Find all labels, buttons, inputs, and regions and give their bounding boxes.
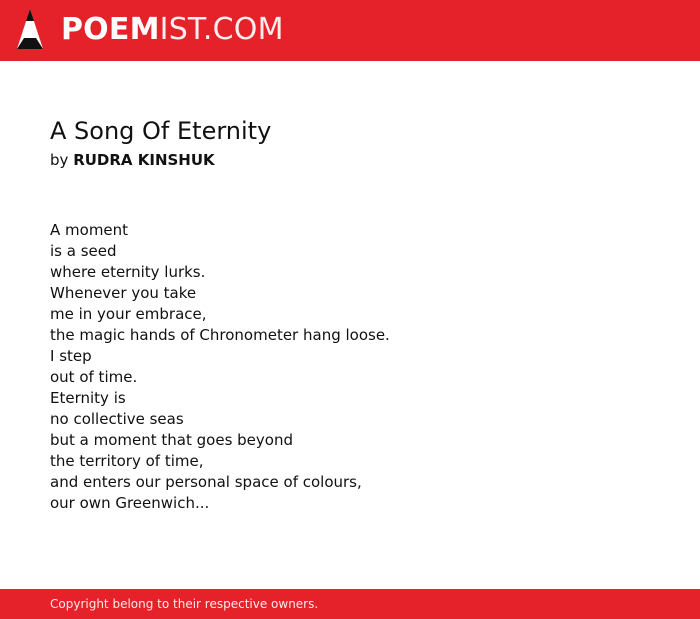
byline (50, 149, 670, 171)
poem-line: Eternity is (50, 389, 126, 407)
poem-content (50, 114, 670, 514)
pencil-icon (16, 8, 44, 52)
poem-line: out of time. (50, 368, 138, 386)
site-logo-text (61, 8, 284, 52)
poem-line: Whenever you take (50, 284, 197, 302)
by-label: by (50, 151, 69, 169)
poem-line: and enters our personal space of colours, (50, 473, 362, 491)
poem-line: me in your embrace, (50, 305, 207, 323)
poem-line: the territory of time, (50, 452, 204, 470)
poem-line: is a seed (50, 242, 117, 260)
poem-line: where eternity lurks. (50, 263, 206, 281)
site-header (0, 0, 700, 61)
poem-line: the magic hands of Chronometer hang loose. (50, 326, 390, 344)
copyright-text: Copyright belong to their respective owners. (50, 597, 319, 611)
poem-body (50, 220, 670, 514)
poem-line: but a moment that goes beyond (50, 431, 293, 449)
logo-light-text: IST.COM (159, 12, 284, 47)
poem-line: A moment (50, 221, 129, 239)
site-logo-link[interactable] (16, 8, 284, 52)
site-footer (0, 589, 700, 619)
poem-line: I step (50, 347, 92, 365)
logo-bold-text: POEM (61, 12, 160, 47)
poem-line: our own Greenwich... (50, 494, 210, 512)
poem-line: no collective seas (50, 410, 184, 428)
author-link[interactable]: RUDRA KINSHUK (73, 151, 215, 169)
poem-title: A Song Of Eternity (50, 117, 272, 145)
